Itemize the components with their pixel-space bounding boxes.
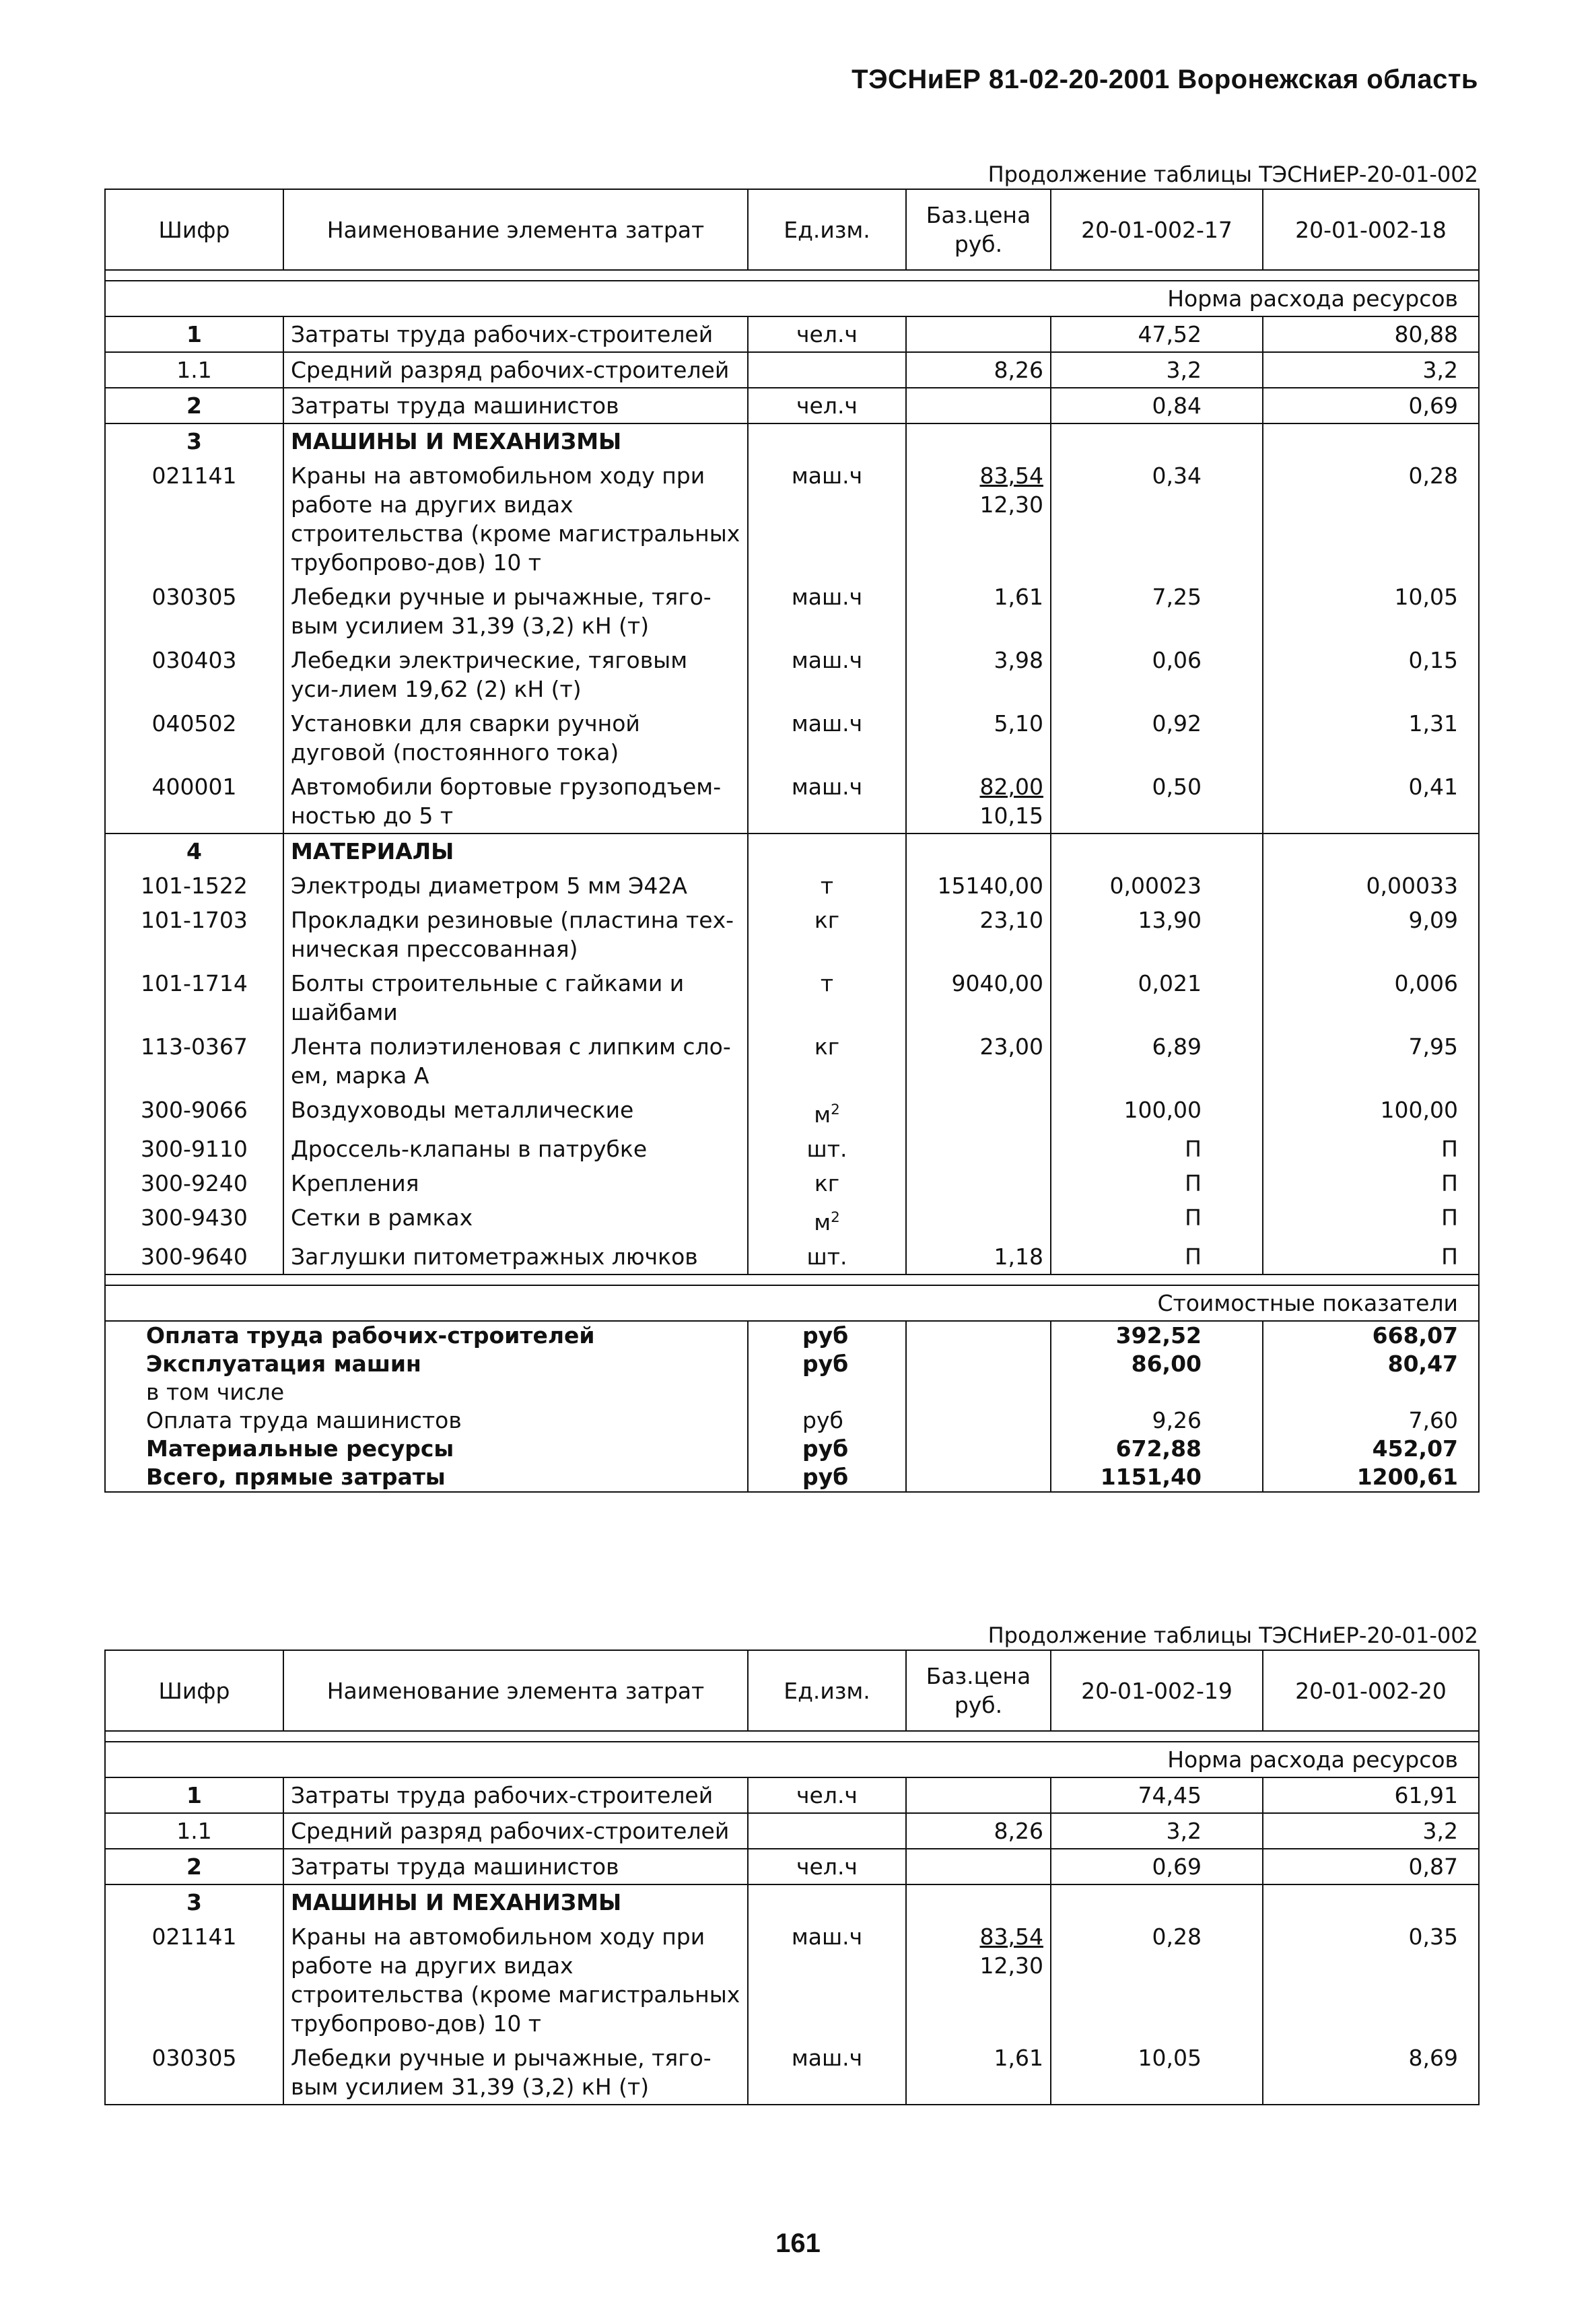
table-row: [105, 1919, 1479, 2041]
row-code: 2: [105, 388, 283, 423]
header-unit: Ед.изм.: [748, 189, 906, 270]
row-price: 23,00: [906, 1029, 1051, 1093]
price-main: 83,54: [979, 1924, 1043, 1950]
row-value-1: 47,52: [1051, 316, 1263, 352]
cost-row-value-2: 7,60: [1263, 1406, 1479, 1435]
row-unit: т: [748, 869, 906, 903]
row-value-2: 10,05: [1263, 580, 1479, 643]
resource-table-2: [104, 1650, 1480, 2105]
row-value-2: 100,00: [1263, 1093, 1479, 1132]
row-unit: шт.: [748, 1239, 906, 1274]
row-value-1: 0,06: [1051, 643, 1263, 706]
row-price: [906, 316, 1051, 352]
table-row: [105, 869, 1479, 903]
cost-row: [105, 1435, 1479, 1463]
row-unit: чел.ч: [748, 1777, 906, 1813]
row-value-1: 0,021: [1051, 966, 1263, 1029]
table-row: [105, 770, 1479, 834]
row-value-2: П: [1263, 1166, 1479, 1200]
row-value-2: 1,31: [1263, 706, 1479, 770]
row-value-2: 7,95: [1263, 1029, 1479, 1093]
norm-header-row: [105, 281, 1479, 316]
table-row: [105, 834, 1479, 869]
row-unit: маш.ч: [748, 580, 906, 643]
spacer-row: [105, 1731, 1479, 1742]
cost-row-value-2: 1200,61: [1263, 1463, 1479, 1492]
row-code: 1.1: [105, 352, 283, 388]
row-name: Краны на автомобильном ходу при работе на других видах строительства (кроме магистральных трубопрово-дов) 10 т: [283, 1919, 748, 2041]
row-value-1: П: [1051, 1200, 1263, 1239]
table2-caption: Продолжение таблицы ТЭСНиЕР-20-01-002: [987, 1623, 1478, 1648]
row-price: [906, 423, 1051, 458]
row-price: [906, 1093, 1051, 1132]
cost-row: [105, 1378, 1479, 1406]
cost-row-value-2: 668,07: [1263, 1321, 1479, 1350]
header-code: Шифр: [105, 1650, 283, 1731]
row-price: [906, 1884, 1051, 1919]
table-row: [105, 352, 1479, 388]
row-value-1: 13,90: [1051, 903, 1263, 966]
row-value-1: 74,45: [1051, 1777, 1263, 1813]
row-value-1: 0,28: [1051, 1919, 1263, 2041]
row-value-1: 0,92: [1051, 706, 1263, 770]
row-code: 3: [105, 1884, 283, 1919]
row-unit: шт.: [748, 1132, 906, 1166]
cost-row-unit: руб: [748, 1406, 906, 1435]
table-row: [105, 1200, 1479, 1239]
table-row: [105, 2041, 1479, 2105]
cost-row-label: в том числе: [105, 1378, 748, 1406]
cost-row-value-1: 9,26: [1051, 1406, 1263, 1435]
row-name: МАТЕРИАЛЫ: [283, 834, 748, 869]
row-unit: чел.ч: [748, 316, 906, 352]
row-unit: чел.ч: [748, 388, 906, 423]
row-value-1: 3,2: [1051, 352, 1263, 388]
row-price: 1,61: [906, 580, 1051, 643]
row-name: Затраты труда машинистов: [283, 1849, 748, 1884]
row-value-2: 0,35: [1263, 1919, 1479, 2041]
row-value-1: П: [1051, 1166, 1263, 1200]
cost-row-price: [906, 1350, 1051, 1378]
row-code: 4: [105, 834, 283, 869]
row-unit: т: [748, 966, 906, 1029]
row-value-2: 61,91: [1263, 1777, 1479, 1813]
row-value-1: 6,89: [1051, 1029, 1263, 1093]
header-col-19: 20-01-002-19: [1051, 1650, 1263, 1731]
cost-row-unit: руб: [748, 1350, 906, 1378]
row-code: 040502: [105, 706, 283, 770]
cost-row-value-1: 86,00: [1051, 1350, 1263, 1378]
row-value-2: [1263, 834, 1479, 869]
row-price: [906, 458, 1051, 580]
row-unit: маш.ч: [748, 643, 906, 706]
row-price: 3,98: [906, 643, 1051, 706]
row-price: [906, 388, 1051, 423]
norm-label: Норма расхода ресурсов: [105, 1742, 1479, 1777]
row-value-2: 0,87: [1263, 1849, 1479, 1884]
spacer-row: [105, 1274, 1479, 1285]
row-code: 021141: [105, 1919, 283, 2041]
row-price: 1,18: [906, 1239, 1051, 1274]
row-name: МАШИНЫ И МЕХАНИЗМЫ: [283, 423, 748, 458]
row-price: 8,26: [906, 1813, 1051, 1849]
cost-row-price: [906, 1406, 1051, 1435]
row-unit: кг: [748, 1166, 906, 1200]
row-value-2: П: [1263, 1239, 1479, 1274]
row-value-2: 0,69: [1263, 388, 1479, 423]
row-value-1: 0,00023: [1051, 869, 1263, 903]
norm-header-row: [105, 1742, 1479, 1777]
header-name: Наименование элемента затрат: [283, 1650, 748, 1731]
row-unit: [748, 834, 906, 869]
row-unit: [748, 1813, 906, 1849]
cost-row-unit: руб: [748, 1463, 906, 1492]
table-row: [105, 706, 1479, 770]
table-row: [105, 643, 1479, 706]
row-name: МАШИНЫ И МЕХАНИЗМЫ: [283, 1884, 748, 1919]
row-value-1: [1051, 1884, 1263, 1919]
row-price: 1,61: [906, 2041, 1051, 2105]
row-code: 101-1714: [105, 966, 283, 1029]
row-name: Воздуховоды металлические: [283, 1093, 748, 1132]
row-value-1: 0,84: [1051, 388, 1263, 423]
table-row: [105, 1813, 1479, 1849]
row-value-2: 0,006: [1263, 966, 1479, 1029]
row-code: 030305: [105, 2041, 283, 2105]
row-unit: маш.ч: [748, 2041, 906, 2105]
cost-row-label: Всего, прямые затраты: [105, 1463, 748, 1492]
cost-row-price: [906, 1321, 1051, 1350]
row-value-1: П: [1051, 1239, 1263, 1274]
cost-row-price: [906, 1378, 1051, 1406]
header-price: Баз.цена руб.: [906, 189, 1051, 270]
row-name: Автомобили бортовые грузоподъем-ностью до 5 т: [283, 770, 748, 834]
table-row: [105, 423, 1479, 458]
row-name: Затраты труда машинистов: [283, 388, 748, 423]
row-value-2: 9,09: [1263, 903, 1479, 966]
row-value-1: [1051, 834, 1263, 869]
row-code: 113-0367: [105, 1029, 283, 1093]
row-price: [906, 1919, 1051, 2041]
header-name: Наименование элемента затрат: [283, 189, 748, 270]
row-name: Средний разряд рабочих-строителей: [283, 352, 748, 388]
row-value-1: 0,34: [1051, 458, 1263, 580]
row-value-1: 0,50: [1051, 770, 1263, 834]
cost-row-value-1: 672,88: [1051, 1435, 1263, 1463]
row-name: Заглушки питометражных лючков: [283, 1239, 748, 1274]
row-name: Лента полиэтиленовая с липким сло-ем, марка А: [283, 1029, 748, 1093]
price-secondary: 12,30: [979, 491, 1043, 518]
header-col-17: 20-01-002-17: [1051, 189, 1263, 270]
row-unit: маш.ч: [748, 458, 906, 580]
cost-row-unit: руб: [748, 1435, 906, 1463]
cost-row-unit: [748, 1378, 906, 1406]
cost-row: [105, 1350, 1479, 1378]
row-value-1: 10,05: [1051, 2041, 1263, 2105]
resource-table-1: [104, 189, 1480, 1493]
row-price: 9040,00: [906, 966, 1051, 1029]
cost-row: [105, 1463, 1479, 1492]
row-name: Краны на автомобильном ходу при работе на других видах строительства (кроме магистральных трубопрово-дов) 10 т: [283, 458, 748, 580]
table-row: [105, 388, 1479, 423]
header-code: Шифр: [105, 189, 283, 270]
row-value-2: 0,41: [1263, 770, 1479, 834]
row-name: Установки для сварки ручной дуговой (постоянного тока): [283, 706, 748, 770]
cost-row-label: Материальные ресурсы: [105, 1435, 748, 1463]
header-unit: Ед.изм.: [748, 1650, 906, 1731]
table-row: [105, 1166, 1479, 1200]
table-row: [105, 1849, 1479, 1884]
table1-caption: Продолжение таблицы ТЭСНиЕР-20-01-002: [987, 162, 1478, 187]
page-number: 161: [775, 2229, 821, 2258]
table2-header-row: [105, 1650, 1479, 1731]
row-value-2: 8,69: [1263, 2041, 1479, 2105]
cost-row: [105, 1321, 1479, 1350]
price-main: 82,00: [979, 774, 1043, 800]
row-unit: кг: [748, 903, 906, 966]
row-unit: [748, 423, 906, 458]
cost-row-label: Оплата труда машинистов: [105, 1406, 748, 1435]
row-price: 5,10: [906, 706, 1051, 770]
cost-row-value-2: [1263, 1378, 1479, 1406]
row-price: [906, 1166, 1051, 1200]
cost-label: Стоимостные показатели: [105, 1285, 1479, 1321]
header-price: Баз.цена руб.: [906, 1650, 1051, 1731]
row-code: 2: [105, 1849, 283, 1884]
table-row: [105, 1029, 1479, 1093]
row-name: Лебедки ручные и рычажные, тяго-вым усилием 31,39 (3,2) кН (т): [283, 580, 748, 643]
table-row: [105, 1093, 1479, 1132]
header-col-18: 20-01-002-18: [1263, 189, 1479, 270]
row-price: [906, 1132, 1051, 1166]
row-name: Затраты труда рабочих-строителей: [283, 316, 748, 352]
cost-row-value-1: 392,52: [1051, 1321, 1263, 1350]
spacer-row: [105, 270, 1479, 281]
row-unit: маш.ч: [748, 770, 906, 834]
table-row: [105, 316, 1479, 352]
row-value-2: П: [1263, 1200, 1479, 1239]
row-code: 1.1: [105, 1813, 283, 1849]
row-price: [906, 1849, 1051, 1884]
row-unit: маш.ч: [748, 706, 906, 770]
table-row: [105, 966, 1479, 1029]
row-value-1: П: [1051, 1132, 1263, 1166]
row-unit: $м^2$: [748, 1093, 906, 1132]
row-code: 300-9066: [105, 1093, 283, 1132]
row-code: 300-9640: [105, 1239, 283, 1274]
row-code: 300-9240: [105, 1166, 283, 1200]
cost-row-price: [906, 1435, 1051, 1463]
row-name: Электроды диаметром 5 мм Э42А: [283, 869, 748, 903]
table-row: [105, 1777, 1479, 1813]
table1-header-row: [105, 189, 1479, 270]
row-price: 23,10: [906, 903, 1051, 966]
cost-header-row: [105, 1285, 1479, 1321]
cost-row-price: [906, 1463, 1051, 1492]
row-value-1: [1051, 423, 1263, 458]
cost-row-value-2: 80,47: [1263, 1350, 1479, 1378]
row-name: Прокладки резиновые (пластина тех-ническая прессованная): [283, 903, 748, 966]
row-unit: $м^2$: [748, 1200, 906, 1239]
norm-label: Норма расхода ресурсов: [105, 281, 1479, 316]
row-price: 15140,00: [906, 869, 1051, 903]
row-price: [906, 834, 1051, 869]
row-code: 1: [105, 316, 283, 352]
cost-row-label: Эксплуатация машин: [105, 1350, 748, 1378]
row-price: 8,26: [906, 352, 1051, 388]
row-unit: чел.ч: [748, 1849, 906, 1884]
header-col-20: 20-01-002-20: [1263, 1650, 1479, 1731]
row-code: 300-9430: [105, 1200, 283, 1239]
row-value-1: 7,25: [1051, 580, 1263, 643]
row-name: Сетки в рамках: [283, 1200, 748, 1239]
row-value-2: 3,2: [1263, 1813, 1479, 1849]
row-code: 400001: [105, 770, 283, 834]
table-row: [105, 1132, 1479, 1166]
cost-row-value-1: 1151,40: [1051, 1463, 1263, 1492]
row-name: Затраты труда рабочих-строителей: [283, 1777, 748, 1813]
row-code: 300-9110: [105, 1132, 283, 1166]
cost-row-value-2: 452,07: [1263, 1435, 1479, 1463]
row-code: 101-1522: [105, 869, 283, 903]
price-secondary: 12,30: [979, 1952, 1043, 1979]
cost-row-value-1: [1051, 1378, 1263, 1406]
row-code: 101-1703: [105, 903, 283, 966]
row-name: Лебедки электрические, тяговым уси-лием 19,62 (2) кН (т): [283, 643, 748, 706]
row-name: Крепления: [283, 1166, 748, 1200]
row-value-1: 0,69: [1051, 1849, 1263, 1884]
row-value-2: 0,15: [1263, 643, 1479, 706]
row-price: [906, 1777, 1051, 1813]
row-unit: [748, 352, 906, 388]
row-value-2: [1263, 1884, 1479, 1919]
row-name: Болты строительные с гайками и шайбами: [283, 966, 748, 1029]
cost-row: [105, 1406, 1479, 1435]
row-value-2: 0,00033: [1263, 869, 1479, 903]
price-secondary: 10,15: [979, 803, 1043, 829]
row-code: 030305: [105, 580, 283, 643]
table-row: [105, 458, 1479, 580]
row-value-2: 0,28: [1263, 458, 1479, 580]
table-row: [105, 1239, 1479, 1274]
price-main: 83,54: [979, 463, 1043, 489]
row-value-2: П: [1263, 1132, 1479, 1166]
table-row: [105, 580, 1479, 643]
row-name: Средний разряд рабочих-строителей: [283, 1813, 748, 1849]
page-header: ТЭСНиЕР 81-02-20-2001 Воронежская область: [852, 65, 1478, 94]
row-name: Дроссель-клапаны в патрубке: [283, 1132, 748, 1166]
row-code: 021141: [105, 458, 283, 580]
table-row: [105, 903, 1479, 966]
table-row: [105, 1884, 1479, 1919]
row-price: [906, 770, 1051, 834]
row-unit: маш.ч: [748, 1919, 906, 2041]
row-unit: [748, 1884, 906, 1919]
row-value-1: 3,2: [1051, 1813, 1263, 1849]
row-code: 3: [105, 423, 283, 458]
row-price: [906, 1200, 1051, 1239]
row-code: 030403: [105, 643, 283, 706]
row-code: 1: [105, 1777, 283, 1813]
cost-row-unit: руб: [748, 1321, 906, 1350]
row-unit: кг: [748, 1029, 906, 1093]
row-value-2: 3,2: [1263, 352, 1479, 388]
row-value-2: 80,88: [1263, 316, 1479, 352]
row-value-1: 100,00: [1051, 1093, 1263, 1132]
row-name: Лебедки ручные и рычажные, тяго-вым усилием 31,39 (3,2) кН (т): [283, 2041, 748, 2105]
row-value-2: [1263, 423, 1479, 458]
cost-row-label: Оплата труда рабочих-строителей: [105, 1321, 748, 1350]
